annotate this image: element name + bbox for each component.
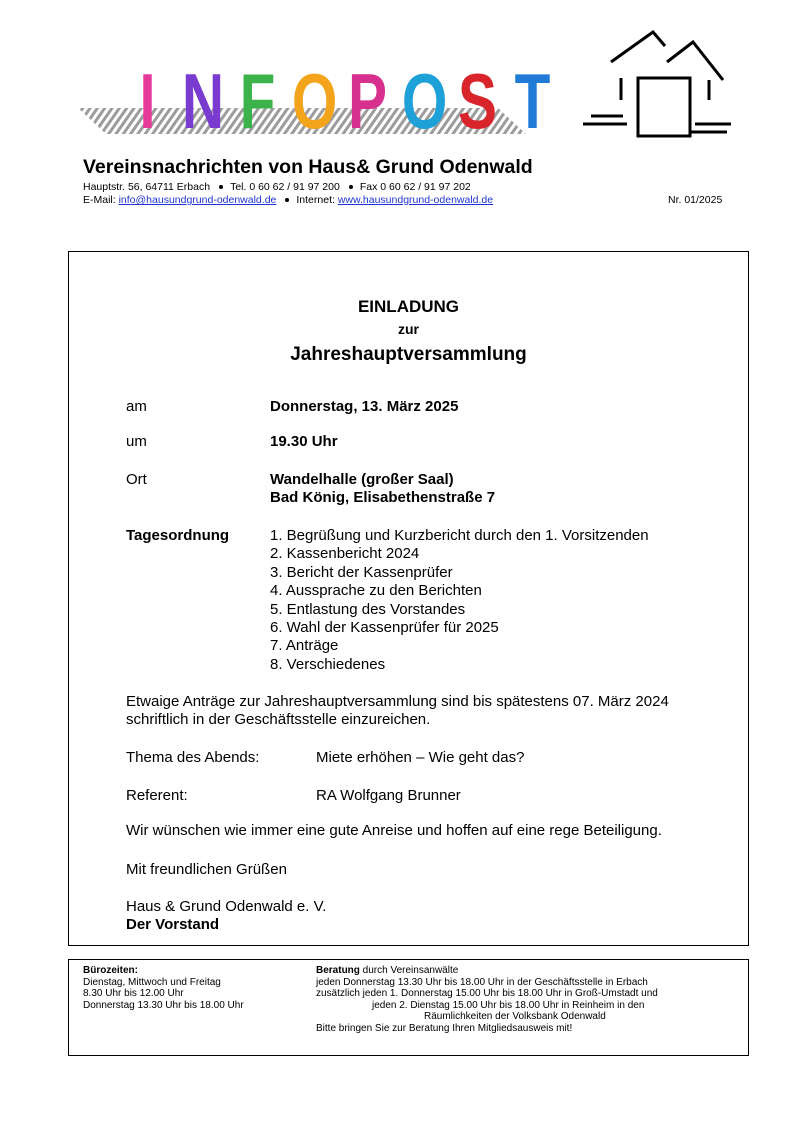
legal-advice [316,965,658,1035]
logo-letter: O [401,57,448,145]
org-name: Haus & Grund Odenwald e. V. [126,898,327,915]
signature: Der Vorstand [126,916,220,933]
advice-line: Bitte bringen Sie zur Beratung Ihren Mitgliedsausweis mit! [316,1022,573,1034]
advice-line: jeden 2. Dienstag 15.00 Uhr bis 18.00 Uhr in Reinheim in den [372,999,645,1011]
motions-text-line1: Etwaige Anträge zur Jahreshauptversammlung sind bis spätestens 07. März 2024 [126,693,669,710]
time-value: 19.30 Uhr [270,433,338,450]
internet-label: Internet: [296,194,335,206]
agenda-item: 2. Kassenbericht 2024 [270,545,420,563]
office-hours-line: Donnerstag 13.30 Uhr bis 18.00 Uhr [83,999,244,1011]
address: Hauptstr. 56, 64711 Erbach [83,181,211,193]
logo-letter: P [347,57,388,145]
greeting-text: Mit freundlichen Grüßen [126,861,287,878]
agenda-item: 6. Wahl der Kassenprüfer für 2025 [270,619,499,637]
speaker-label: Referent: [126,787,188,804]
agenda-label: Tagesordnung [126,527,230,544]
email-label: E-Mail: [83,194,116,206]
bullet-icon [349,185,353,189]
invitation-heading: EINLADUNG [357,297,460,316]
wish-text: Wir wünschen wie immer eine gute Anreise und hoffen auf eine rege Beteiligung. [126,822,662,839]
fax: Fax 0 60 62 / 91 97 202 [359,181,471,193]
email-link[interactable]: info@hausundgrund-odenwald.de [118,194,277,206]
meeting-title: Jahreshauptversammlung [290,344,527,365]
agenda-list [270,527,649,674]
logo-letter: N [181,57,225,145]
logo-letters [120,57,560,145]
house-logo-icon [583,28,735,148]
agenda-item: 8. Verschiedenes [270,655,386,673]
advice-line: jeden Donnerstag 13.30 Uhr bis 18.00 Uhr in der Geschäftsstelle in Erbach [316,976,648,988]
issue-number: Nr. 01/2025 [668,194,723,206]
logo-letter: O [291,57,338,145]
office-hours [83,965,244,1011]
location-label: Ort [126,471,147,488]
office-hours-line: 8.30 Uhr bis 12.00 Uhr [83,988,184,1000]
date-label: am [126,398,147,415]
agenda-item: 4. Aussprache zu den Berichten [270,582,482,600]
agenda-item: 7. Anträge [270,637,339,655]
location-address: Bad König, Elisabethenstraße 7 [270,489,496,506]
advice-title-line [316,965,658,977]
advice-line: zusätzlich jeden 1. Donnerstag 15.00 Uhr bis 18.00 Uhr in Groß-Umstadt und [316,988,658,1000]
time-label: um [126,433,147,450]
bullet-icon [285,198,289,202]
topic-label: Thema des Abends: [126,749,260,766]
advice-title: Beratung [316,965,360,976]
infopost-logo [78,57,551,150]
advice-title-rest: durch Vereinsanwälte [359,965,459,976]
logo-letter: S [457,57,498,145]
online-contact-line [83,194,493,206]
office-hours-line: Dienstag, Mittwoch und Freitag [83,976,221,988]
motions-text-line2: schriftlich in der Geschäftsstelle einzureichen. [126,711,431,728]
agenda-item: 1. Begrüßung und Kurzbericht durch den 1. Vorsitzenden [270,527,649,544]
speaker-value: RA Wolfgang Brunner [316,787,461,804]
contact-line [83,181,471,193]
website-link[interactable]: www.hausundgrund-odenwald.de [337,194,494,206]
office-hours-title: Bürozeiten: [83,965,138,976]
invitation-subheading: zur [398,321,419,337]
advice-line: Räumlichkeiten der Volksbank Odenwald [424,1011,606,1023]
date-value: Donnerstag, 13. März 2025 [270,398,459,415]
logo-letter: I [139,57,156,145]
agenda-item: 3. Bericht der Kassenprüfer [270,563,453,581]
logo-letter: T [514,57,551,145]
topic-value: Miete erhöhen – Wie geht das? [316,749,525,766]
logo-letter: F [239,57,276,145]
phone: Tel. 0 60 62 / 91 97 200 [230,181,340,193]
bullet-icon [219,185,223,189]
org-title: Vereinsnachrichten von Haus& Grund Odenwald [83,156,533,178]
location-venue: Wandelhalle (großer Saal) [270,471,454,488]
agenda-item: 5. Entlastung des Vorstandes [270,600,466,618]
